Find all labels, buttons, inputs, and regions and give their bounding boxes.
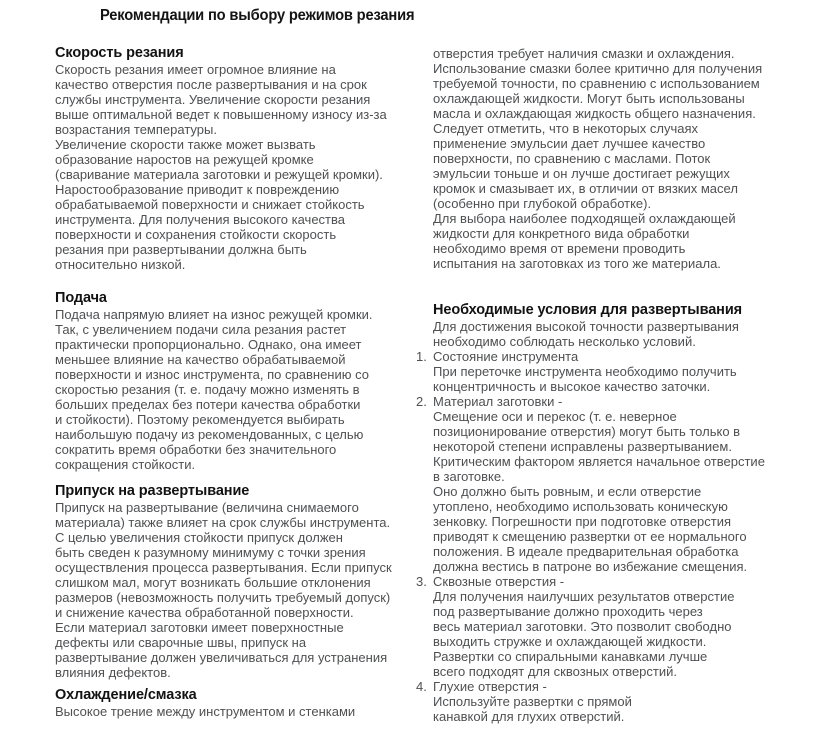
list-item-blind-holes (416, 679, 815, 724)
section-heading: Припуск на развертывание (55, 483, 250, 499)
section-body: Высокое трение между инструментом и стенками (55, 704, 356, 719)
cooling-lubrication-continued-text: отверстия требует наличия смазки и охлаждения. Использование смазки более критично для получения требуемой точности, по сравнению с использованием охлаждающей жидкости. Могут быть использованы масла и охлаждающая жидкость общего назначения. Следует отметить, что в некоторых случаях применение эмульсии дает лучшее качество поверхности, по сравнению с маслами. Поток эмульсии тоньше и он лучше достигает режущих кромок и смазывает их, в отличии от вязких масел (особенно при глубокой обработке). Для выбора наиболее подходящей охлаждающей жидкости для конкретного вида обработки необходимо время от времени проводить испытания на заготовках из того же материала. (433, 46, 763, 271)
right-column (416, 46, 815, 724)
list-item-tool-condition (416, 349, 815, 394)
left-column (55, 45, 421, 719)
item-text: Материал заготовки - Смещение оси и перекос (т. е. неверное позиционирование отверстия) могут быть только в некоторой степени исправлены развертыванием. Критическим фактором является начальное отверстие в заготовке. Оно должно быть ровным, и если отверстие утоплено, необходимо использовать коническую зенковку. Погрешности при подготовке отверстия приводят к смещению развертки от ее нормального положения. В идеале предварительная обработка должна вестись в патроне во избежание смещения. (433, 394, 765, 574)
section-feed (55, 290, 421, 472)
item-number: 1. (416, 349, 427, 364)
item-number: 2. (416, 394, 427, 409)
section-heading: Скорость резания (55, 45, 184, 61)
section-heading: Подача (55, 290, 107, 306)
list-item-workpiece-material (416, 394, 815, 574)
section-cooling-lubrication (55, 687, 421, 719)
section-body: Подача напрямую влияет на износ режущей кромки. Так, с увеличением подачи сила резания растет практически пропорционально. Однако, она имеет меньшее влияние на качество обрабатываемой поверхности и износ инструмента, по сравнению со скоростью резания (т. е. подачу можно изменять в больших пределах без потери качества обработки и стойкости). Поэтому рекомендуется выбирать наибольшую подачу из рекомендованных, с целью сократить время обработки без значительного сокращения стойкости. (55, 307, 373, 472)
conditions-numbered-list (416, 349, 815, 724)
section-cutting-speed (55, 45, 421, 272)
section-reaming-allowance (55, 483, 421, 680)
section-body: Скорость резания имеет огромное влияние на качество отверстия после развертывания и на срок службы инструмента. Увеличение скорости резания выше оптимальной ведет к повышенному износу из-за возрастания температуры. Увеличение скорости также может вызвать образование наростов на режущей кромке (сваривание материала заготовки и режущей кромки). Наростообразование приводит к повреждению обрабатываемой поверхности и снижает стойкость инструмента. Для получения высокого качества поверхности и сохранения стойкости скорость резания при развертывании должна быть относительно низкой. (55, 62, 387, 272)
list-item-through-holes (416, 574, 815, 679)
item-number: 3. (416, 574, 427, 589)
item-text: Сквозные отверстия - Для получения наилучших результатов отверстие под развертывание должно проходить через весь материал заготовки. Это позволит свободно выходить стружке и охлаждающей жидкости. Развертки со спиральными канавками лучше всего подходят для сквозных отверстий. (433, 574, 735, 679)
document-title: Рекомендации по выбору режимов резания (100, 7, 415, 24)
section-intro: Для достижения высокой точности развертывания необходимо соблюдать несколько условий. (433, 319, 739, 349)
item-text: Состояние инструмента При переточке инструмента необходимо получить концентричность и высокое качество заточки. (433, 349, 737, 394)
section-reaming-conditions (416, 302, 815, 724)
item-number: 4. (416, 679, 427, 694)
section-heading: Охлаждение/смазка (55, 687, 197, 703)
item-text: Глухие отверстия - Используйте развертки с прямой канавкой для глухих отверстий. (433, 679, 632, 724)
section-body: Припуск на развертывание (величина снимаемого материала) также влияет на срок службы инструмента. С целью увеличения стойкости припуск должен быть сведен к разумному минимуму с точки зрения осуществления процесса развертывания. Если припуск слишком мал, могут возникать большие отклонения размеров (невозможность получить требуемый допуск) и снижение качества обработанной поверхности. Если материал заготовки имеет поверхностные дефекты или сварочные швы, припуск на развертывание должен увеличиваться для устранения влияния дефектов. (55, 500, 392, 680)
section-heading: Необходимые условия для развертывания (433, 302, 743, 318)
